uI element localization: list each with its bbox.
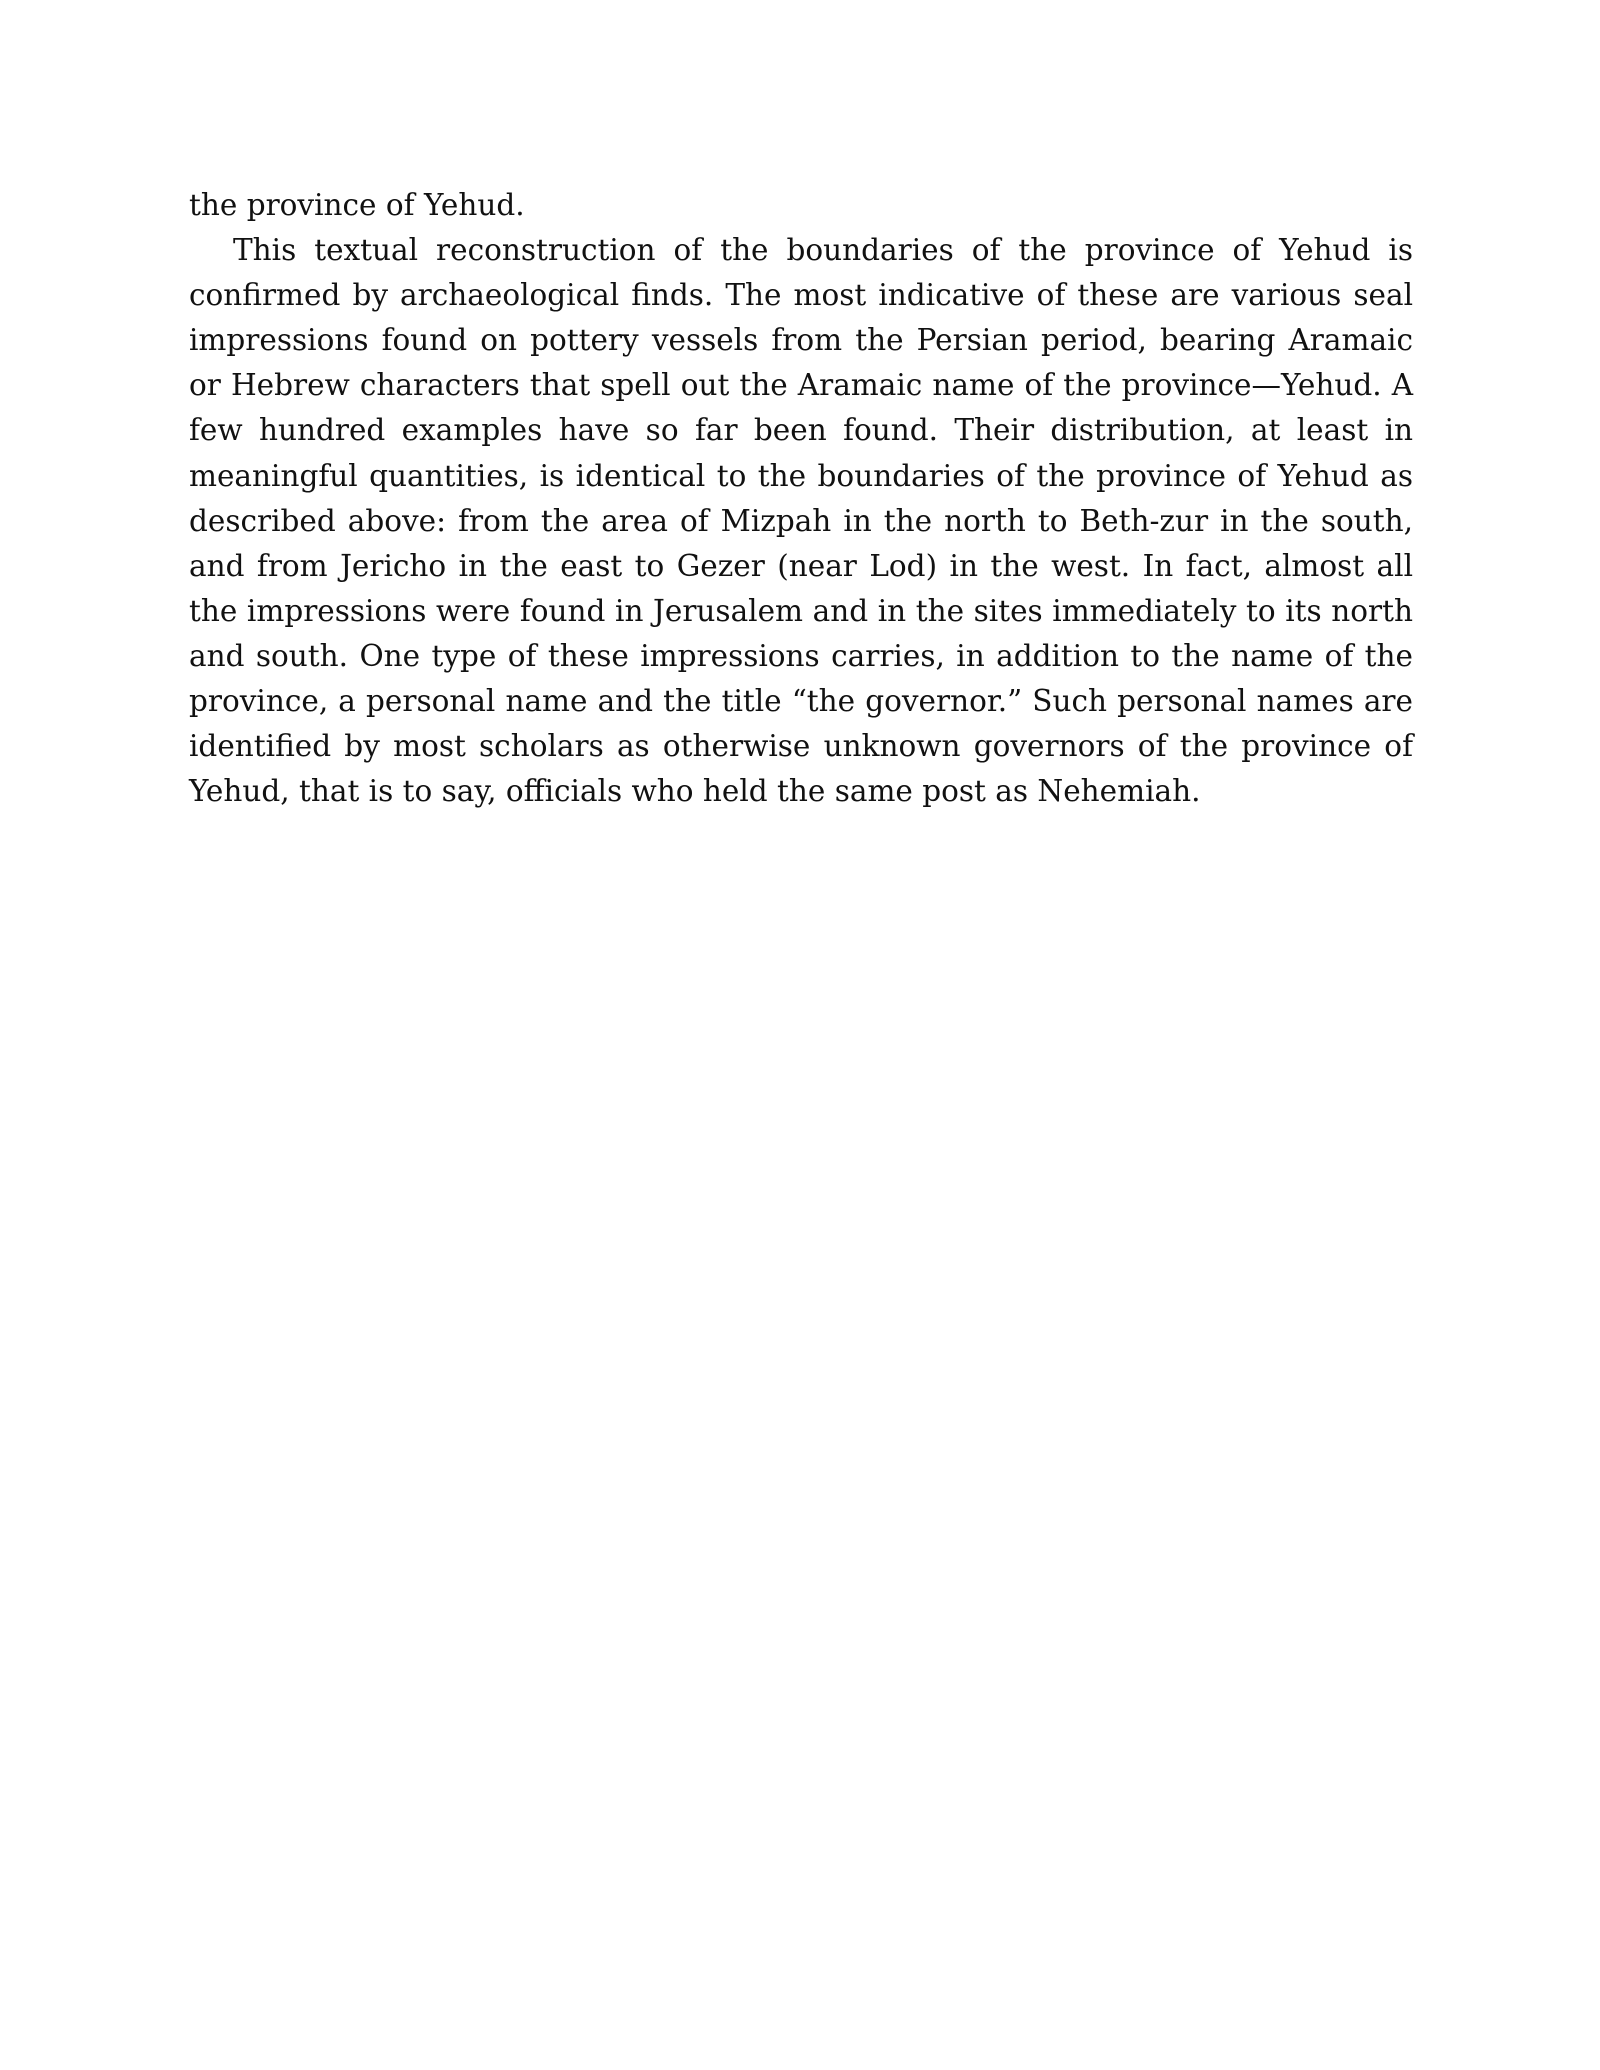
body-text bbox=[189, 183, 1413, 814]
paragraph-main: This textual reconstruction of the boundaries of the province of Yehud is confirmed by archaeological finds. The most indicative of these are various seal impressions found on pottery vessels from the Persian period, bearing Aramaic or Hebrew characters that spell out the Aramaic name of the province—Yehud. A few hundred examples have so far been found. Their distribution, at least in meaningful quantities, is identical to the boundaries of the province of Yehud as described above: from the area of Mizpah in the north to Beth-zur in the south, and from Jericho in the east to Gezer (near Lod) in the west. In fact, almost all the impressions were found in Jerusalem and in the sites immediately to its north and south. One type of these impressions carries, in addition to the name of the province, a personal name and the title “the governor.” Such personal names are identified by most scholars as otherwise unknown governors of the province of Yehud, that is to say, officials who held the same post as Nehemiah. bbox=[189, 233, 1413, 809]
paragraph-continued: the province of Yehud. bbox=[189, 188, 525, 222]
